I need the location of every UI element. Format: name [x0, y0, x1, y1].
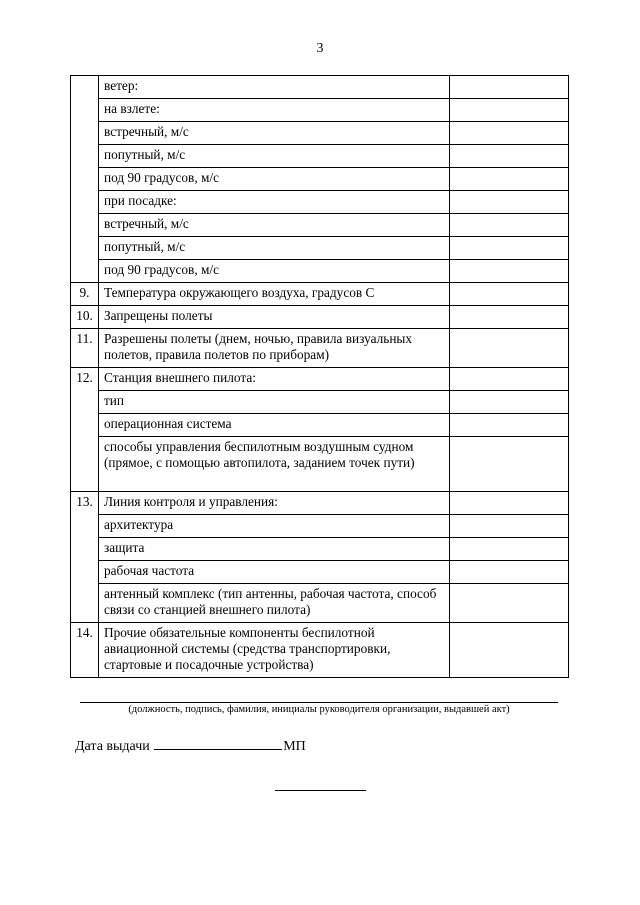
- table-row: [71, 168, 569, 191]
- signature-caption: (должность, подпись, фамилия, инициалы руководителя организации, выдавшей акт): [128, 704, 510, 715]
- row-number: 11.: [71, 329, 99, 368]
- table-row: [71, 515, 569, 538]
- value-cell[interactable]: [450, 561, 569, 584]
- row-label: операционная система: [99, 414, 450, 437]
- table-row: [71, 391, 569, 414]
- table-row: [71, 584, 569, 623]
- issue-date-field[interactable]: [154, 737, 282, 750]
- table-row: [71, 191, 569, 214]
- bottom-rule: [275, 790, 366, 791]
- row-label: при посадке:: [99, 191, 450, 214]
- value-cell[interactable]: [450, 329, 569, 368]
- value-cell[interactable]: [450, 437, 569, 492]
- certificate-table: [70, 75, 569, 678]
- value-cell[interactable]: [450, 260, 569, 283]
- row-label: на взлете:: [99, 99, 450, 122]
- row-label: встречный, м/с: [99, 122, 450, 145]
- table-row: [71, 538, 569, 561]
- table-row: [71, 283, 569, 306]
- row-label: антенный комплекс (тип антенны, рабочая частота, способ связи со станцией внешнего пилота): [99, 584, 450, 623]
- table-row: [71, 306, 569, 329]
- row-number: 9.: [71, 283, 99, 306]
- row-label: попутный, м/с: [99, 237, 450, 260]
- row-label: Запрещены полеты: [99, 306, 450, 329]
- stamp-label: МП: [283, 739, 306, 754]
- table-row: [71, 260, 569, 283]
- table-row: [71, 492, 569, 515]
- table-row: [71, 414, 569, 437]
- table-row: [71, 623, 569, 678]
- row-label: попутный, м/с: [99, 145, 450, 168]
- value-cell[interactable]: [450, 145, 569, 168]
- row-label: рабочая частота: [99, 561, 450, 584]
- table-row: [71, 368, 569, 391]
- table-row: [71, 76, 569, 99]
- row-number: 12.: [71, 368, 99, 492]
- row-label: под 90 градусов, м/с: [99, 260, 450, 283]
- issue-date-label: Дата выдачи: [75, 739, 150, 754]
- row-label: ветер:: [99, 76, 450, 99]
- table-row: [71, 145, 569, 168]
- value-cell[interactable]: [450, 538, 569, 561]
- value-cell[interactable]: [450, 515, 569, 538]
- row-label: тип: [99, 391, 450, 414]
- value-cell[interactable]: [450, 76, 569, 99]
- row-number: [71, 76, 99, 283]
- signature-line[interactable]: [80, 702, 558, 703]
- value-cell[interactable]: [450, 191, 569, 214]
- row-label: под 90 градусов, м/с: [99, 168, 450, 191]
- value-cell[interactable]: [450, 214, 569, 237]
- row-label: Линия контроля и управления:: [99, 492, 450, 515]
- value-cell[interactable]: [450, 368, 569, 391]
- value-cell[interactable]: [450, 237, 569, 260]
- row-label: способы управления беспилотным воздушным судном (прямое, с помощью автопилота, заданием точек пути): [99, 437, 450, 492]
- value-cell[interactable]: [450, 306, 569, 329]
- value-cell[interactable]: [450, 122, 569, 145]
- row-label: встречный, м/с: [99, 214, 450, 237]
- value-cell[interactable]: [450, 492, 569, 515]
- value-cell[interactable]: [450, 283, 569, 306]
- value-cell[interactable]: [450, 623, 569, 678]
- row-label: архитектура: [99, 515, 450, 538]
- value-cell[interactable]: [450, 584, 569, 623]
- row-number: 13.: [71, 492, 99, 623]
- table-row: [71, 214, 569, 237]
- row-label: Разрешены полеты (днем, ночью, правила визуальных полетов, правила полетов по приборам): [99, 329, 450, 368]
- value-cell[interactable]: [450, 99, 569, 122]
- table-row: [71, 237, 569, 260]
- row-number: 10.: [71, 306, 99, 329]
- row-label: Температура окружающего воздуха, градусов С: [99, 283, 450, 306]
- table-row: [71, 329, 569, 368]
- row-label: Прочие обязательные компоненты беспилотной авиационной системы (средства транспортировки, стартовые и посадочные устройства): [99, 623, 450, 678]
- table-row: [71, 561, 569, 584]
- row-number: 14.: [71, 623, 99, 678]
- row-label: защита: [99, 538, 450, 561]
- issue-date-row: [75, 737, 306, 755]
- table-row: [71, 99, 569, 122]
- value-cell[interactable]: [450, 414, 569, 437]
- value-cell[interactable]: [450, 168, 569, 191]
- value-cell[interactable]: [450, 391, 569, 414]
- row-label: Станция внешнего пилота:: [99, 368, 450, 391]
- page-number: 3: [316, 41, 324, 56]
- table-row: [71, 122, 569, 145]
- table-row: [71, 437, 569, 492]
